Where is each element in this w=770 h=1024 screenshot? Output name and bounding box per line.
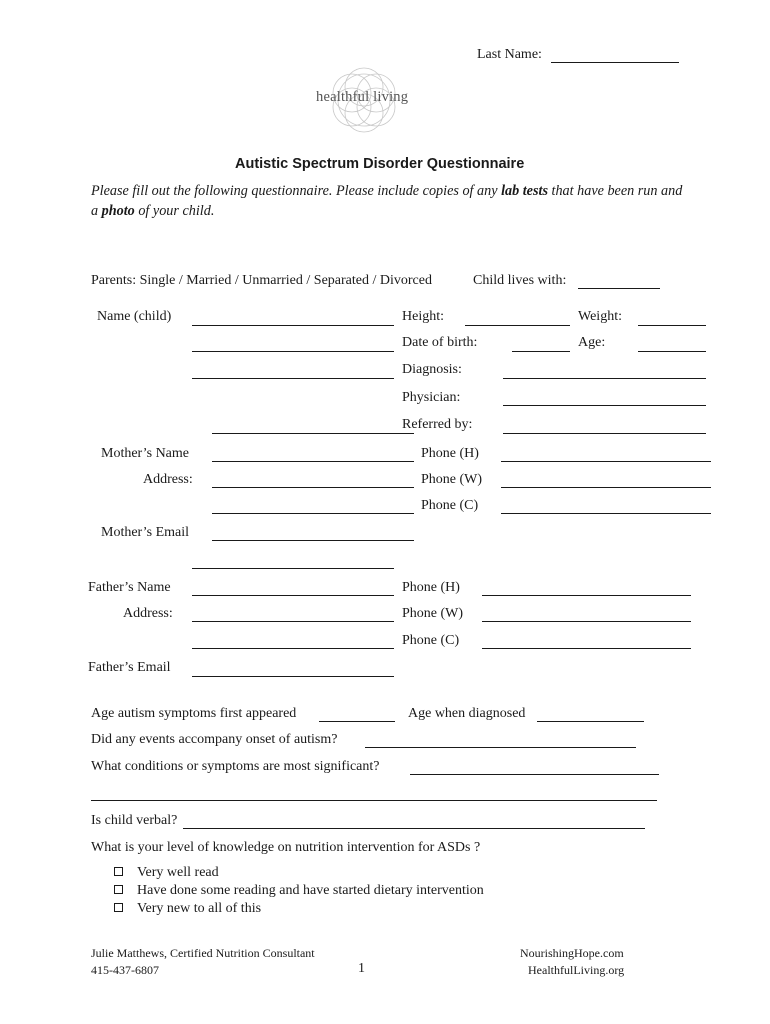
child-name-field-2[interactable] [192, 351, 394, 352]
intro-text [91, 182, 691, 221]
father-name-field[interactable] [192, 595, 394, 596]
father-phone-h-label: Phone (H) [402, 580, 460, 595]
knowledge-option[interactable] [114, 865, 484, 883]
last-name-field[interactable] [551, 62, 679, 63]
mother-phone-w-label: Phone (W) [421, 472, 483, 487]
height-field[interactable] [465, 325, 570, 326]
mother-address-field-2[interactable] [212, 513, 414, 514]
intro-part1: Please fill out the following questionnaire. Please include copies of any [91, 183, 502, 199]
father-phone-c-field[interactable] [482, 648, 691, 649]
child-name-field-3[interactable] [192, 378, 394, 379]
logo [312, 56, 416, 144]
knowledge-option-label: Very well read [137, 865, 219, 880]
mother-phone-h-label: Phone (H) [421, 446, 479, 461]
checkbox-icon[interactable] [114, 903, 123, 912]
dob-field[interactable] [512, 351, 570, 352]
age-symptoms-field[interactable] [319, 721, 395, 722]
weight-field[interactable] [638, 325, 706, 326]
last-name-label: Last Name: [477, 47, 542, 62]
father-address-field-2[interactable] [192, 648, 394, 649]
knowledge-option-label: Very new to all of this [137, 901, 262, 916]
father-address-label: Address: [123, 606, 173, 621]
footer-consultant: Julie Matthews, Certified Nutrition Consultant [91, 946, 315, 960]
parents-status-label: Parents: Single / Married / Unmarried / Separated / Divorced [91, 273, 432, 288]
verbal-label: Is child verbal? [91, 813, 178, 828]
age-symptoms-label: Age autism symptoms first appeared [91, 706, 297, 721]
age-diagnosed-label: Age when diagnosed [408, 706, 526, 721]
child-lives-field[interactable] [578, 288, 660, 289]
mother-address-label: Address: [143, 472, 193, 487]
referred-label: Referred by: [402, 417, 473, 432]
referred-field[interactable] [503, 433, 706, 434]
father-phone-w-label: Phone (W) [402, 606, 464, 621]
logo-text: healthful living [316, 89, 409, 105]
page-title: Autistic Spectrum Disorder Questionnaire [235, 156, 525, 172]
mother-address-field[interactable] [212, 487, 414, 488]
intro-lab-tests: lab tests [501, 183, 548, 199]
father-email-label: Father’s Email [88, 660, 171, 675]
mother-phone-c-field[interactable] [501, 513, 711, 514]
father-phone-w-field[interactable] [482, 621, 691, 622]
checkbox-icon[interactable] [114, 867, 123, 876]
footer-phone: 415-437-6807 [91, 963, 159, 977]
knowledge-option[interactable] [114, 901, 484, 919]
child-name-label: Name (child) [97, 309, 172, 324]
footer-site-2: HealthfulLiving.org [528, 963, 625, 977]
father-address-field[interactable] [192, 621, 394, 622]
intro-photo: photo [101, 202, 135, 219]
father-email-field[interactable] [192, 676, 394, 677]
dob-label: Date of birth: [402, 335, 478, 350]
father-phone-h-field[interactable] [482, 595, 691, 596]
physician-field[interactable] [503, 405, 706, 406]
conditions-field-2[interactable] [91, 800, 657, 801]
child-name-field[interactable] [192, 325, 394, 326]
mother-phone-h-field[interactable] [501, 461, 711, 462]
knowledge-label: What is your level of knowledge on nutrition intervention for ASDs ? [91, 840, 481, 855]
age-diagnosed-field[interactable] [537, 721, 644, 722]
mother-name-field[interactable] [212, 461, 414, 462]
mother-email-label: Mother’s Email [101, 525, 190, 540]
age-field[interactable] [638, 351, 706, 352]
mother-email-field[interactable] [212, 540, 414, 541]
page-number: 1 [358, 961, 365, 976]
diagnosis-label: Diagnosis: [402, 362, 462, 377]
conditions-field[interactable] [410, 774, 659, 775]
height-label: Height: [402, 309, 444, 324]
events-onset-field[interactable] [365, 747, 636, 748]
intro-part3: of your child. [134, 202, 215, 219]
father-phone-c-label: Phone (C) [402, 633, 460, 648]
intro-part2: that have been run and a [91, 183, 683, 219]
checkbox-icon[interactable] [114, 885, 123, 894]
footer-site-1: NourishingHope.com [520, 946, 624, 960]
mother-phone-c-label: Phone (C) [421, 498, 479, 513]
father-name-label: Father’s Name [88, 580, 171, 595]
knowledge-options [114, 865, 484, 919]
knowledge-option-label: Have done some reading and have started dietary intervention [137, 883, 484, 898]
child-lives-label: Child lives with: [473, 273, 567, 288]
verbal-field[interactable] [183, 828, 645, 829]
mother-name-label: Mother’s Name [101, 446, 189, 461]
extra-blank-field[interactable] [192, 568, 394, 569]
conditions-label: What conditions or symptoms are most significant? [91, 759, 380, 774]
age-label: Age: [578, 335, 606, 350]
mother-phone-w-field[interactable] [501, 487, 711, 488]
events-onset-label: Did any events accompany onset of autism? [91, 732, 338, 747]
referred-left-field[interactable] [212, 433, 414, 434]
weight-label: Weight: [578, 309, 622, 324]
diagnosis-field[interactable] [503, 378, 706, 379]
knowledge-option[interactable] [114, 883, 484, 901]
physician-label: Physician: [402, 390, 461, 405]
